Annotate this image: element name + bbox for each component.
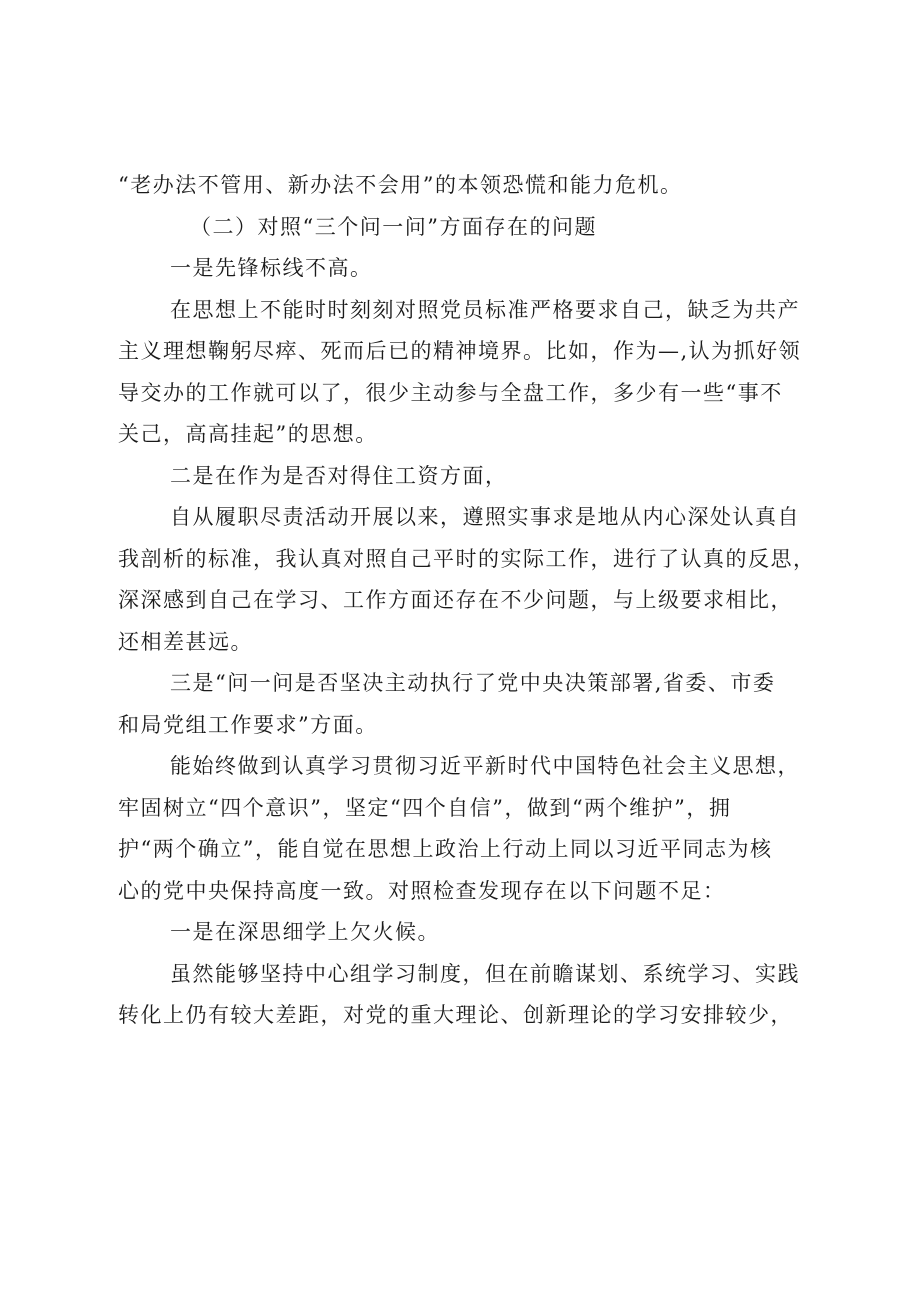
text-line: 在思想上不能时时刻刻对照党员标准严格要求自己，缺乏为共产 [170, 297, 800, 322]
text-line: 自从履职尽责活动开展以来，遵照实事求是地从内心深处认真自 [170, 505, 800, 529]
text-line: 主义理想鞠躬尽瘁、死而后已的精神境界。比如，作为—,认为抓好领 [118, 339, 802, 363]
text-line: 一是在深思细学上欠火候。 [170, 920, 440, 944]
text-line: 关己，高高挂起”的思想。 [118, 422, 378, 446]
text-line: 深深感到自己在学习、工作方面还存在不少问题，与上级要求相比， [118, 588, 793, 612]
text-line: 虽然能够坚持中心组学习制度，但在前瞻谋划、系统学习、实践 [170, 961, 800, 986]
text-line: 牢固树立“四个意识”，坚定“四个自信”，做到“两个维护”，拥 [118, 795, 732, 820]
document-body [118, 165, 830, 1037]
text-line: 二是在作为是否对得住工资方面， [170, 463, 508, 488]
text-line: 三是“问一问是否坚决主动执行了党中央决策部署,省委、市委 [170, 671, 776, 695]
section-heading: （二）对照“三个问一问”方面存在的问题 [190, 214, 597, 239]
text-line: 能始终做到认真学习贯彻习近平新时代中国特色社会主义思想， [170, 754, 800, 778]
text-line: 还相差甚远。 [118, 629, 253, 654]
text-line: 一是先锋标线不高。 [170, 256, 373, 280]
text-line: 护“两个确立”，能自觉在思想上政治上行动上同以习近平同志为核 [118, 837, 773, 861]
text-line: 转化上仍有较大差距，对党的重大理论、创新理论的学习安排较少， [118, 1003, 793, 1027]
text-line: “老办法不管用、新办法不会用”的本领恐慌和能力危机。 [118, 173, 683, 197]
text-line: 导交办的工作就可以了，很少主动参与全盘工作，多少有一些“事不 [118, 380, 783, 405]
text-line: 心的党中央保持高度一致。对照检查发现存在以下问题不足： [118, 878, 726, 903]
text-line: 我剖析的标准，我认真对照自己平时的实际工作，进行了认真的反思， [118, 546, 816, 571]
text-line: 和局党组工作要求”方面。 [118, 712, 378, 737]
